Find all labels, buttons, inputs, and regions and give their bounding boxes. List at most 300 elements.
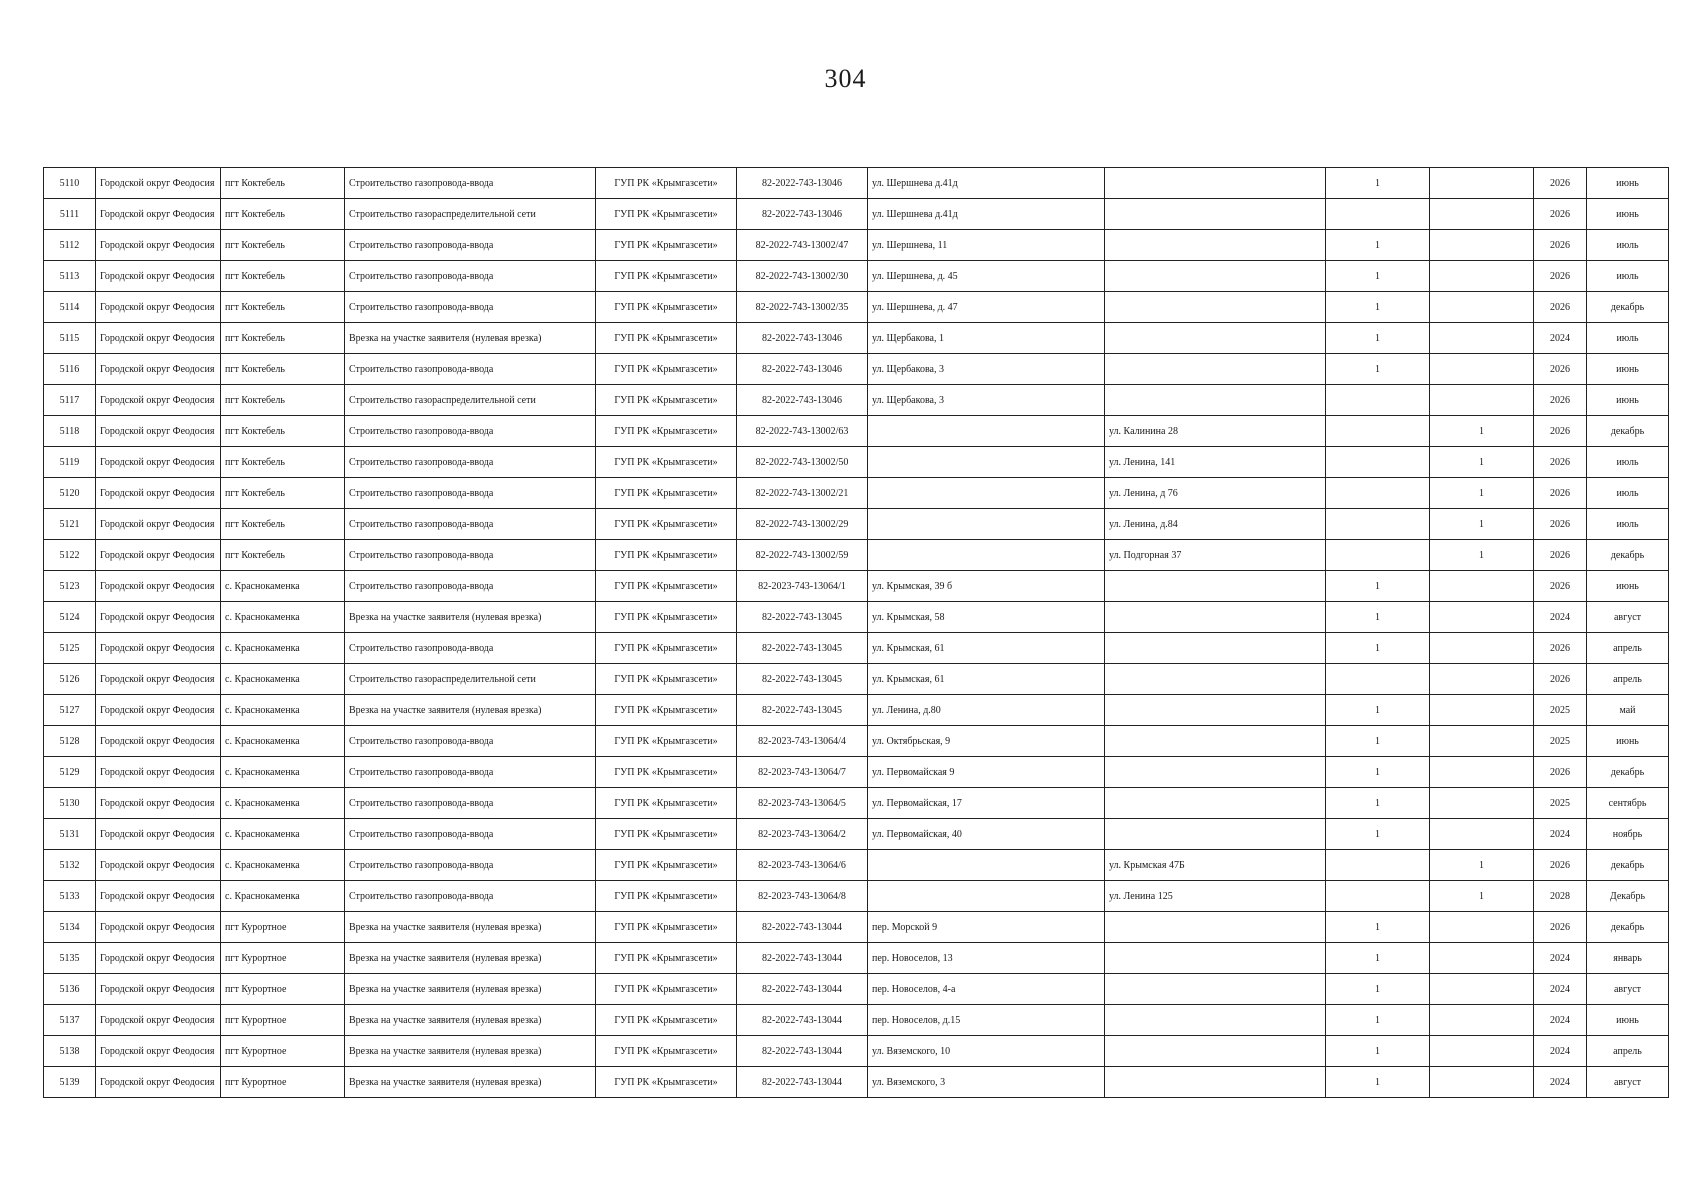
count-cell: 1: [1326, 1005, 1430, 1036]
application-number-cell: 82-2022-743-13002/30: [737, 261, 868, 292]
month-cell: январь: [1587, 943, 1669, 974]
row-number: 5121: [44, 509, 96, 540]
address-cell: ул. Ленина, д.80: [868, 695, 1105, 726]
table-row: [44, 354, 1669, 385]
count-cell: 1: [1326, 354, 1430, 385]
settlement-cell: с. Краснокаменка: [221, 726, 345, 757]
count-alt-cell: 1: [1430, 447, 1534, 478]
work-type-cell: Строительство газопровода-ввода: [345, 726, 596, 757]
year-cell: 2025: [1534, 726, 1587, 757]
table-row: [44, 230, 1669, 261]
count-cell: [1326, 416, 1430, 447]
organization-cell: ГУП РК «Крымгазсети»: [596, 757, 737, 788]
address-cell: ул. Щербакова, 1: [868, 323, 1105, 354]
work-type-cell: Строительство газопровода-ввода: [345, 261, 596, 292]
settlement-cell: с. Краснокаменка: [221, 819, 345, 850]
address-cell: ул. Шершнева, 11: [868, 230, 1105, 261]
organization-cell: ГУП РК «Крымгазсети»: [596, 943, 737, 974]
organization-cell: ГУП РК «Крымгазсети»: [596, 974, 737, 1005]
address-alt-cell: [1105, 230, 1326, 261]
row-number: 5123: [44, 571, 96, 602]
count-alt-cell: [1430, 757, 1534, 788]
row-number: 5114: [44, 292, 96, 323]
address-alt-cell: ул. Ленина, 141: [1105, 447, 1326, 478]
application-number-cell: 82-2022-743-13046: [737, 323, 868, 354]
settlement-cell: с. Краснокаменка: [221, 788, 345, 819]
settlement-cell: пгт Коктебель: [221, 416, 345, 447]
row-number: 5127: [44, 695, 96, 726]
organization-cell: ГУП РК «Крымгазсети»: [596, 1036, 737, 1067]
month-cell: июнь: [1587, 385, 1669, 416]
registry-table-body: [44, 168, 1669, 1098]
count-cell: 1: [1326, 1036, 1430, 1067]
district-cell: Городской округ Феодосия: [96, 292, 221, 323]
application-number-cell: 82-2022-743-13002/21: [737, 478, 868, 509]
address-cell: ул. Крымская, 61: [868, 664, 1105, 695]
count-alt-cell: [1430, 726, 1534, 757]
district-cell: Городской округ Феодосия: [96, 540, 221, 571]
address-alt-cell: [1105, 726, 1326, 757]
district-cell: Городской округ Феодосия: [96, 974, 221, 1005]
row-number: 5132: [44, 850, 96, 881]
month-cell: апрель: [1587, 633, 1669, 664]
application-number-cell: 82-2022-743-13002/63: [737, 416, 868, 447]
address-alt-cell: [1105, 788, 1326, 819]
application-number-cell: 82-2022-743-13002/47: [737, 230, 868, 261]
address-alt-cell: ул. Крымская 47Б: [1105, 850, 1326, 881]
row-number: 5131: [44, 819, 96, 850]
settlement-cell: пгт Коктебель: [221, 199, 345, 230]
settlement-cell: с. Краснокаменка: [221, 695, 345, 726]
address-alt-cell: ул. Подгорная 37: [1105, 540, 1326, 571]
count-alt-cell: 1: [1430, 540, 1534, 571]
count-alt-cell: [1430, 1005, 1534, 1036]
district-cell: Городской округ Феодосия: [96, 819, 221, 850]
settlement-cell: с. Краснокаменка: [221, 571, 345, 602]
table-row: [44, 664, 1669, 695]
work-type-cell: Строительство газопровода-ввода: [345, 447, 596, 478]
count-alt-cell: [1430, 1067, 1534, 1098]
district-cell: Городской округ Феодосия: [96, 788, 221, 819]
address-cell: ул. Крымская, 58: [868, 602, 1105, 633]
row-number: 5117: [44, 385, 96, 416]
address-alt-cell: ул. Ленина, д 76: [1105, 478, 1326, 509]
application-number-cell: 82-2023-743-13064/5: [737, 788, 868, 819]
count-alt-cell: [1430, 633, 1534, 664]
address-cell: [868, 509, 1105, 540]
table-row: [44, 850, 1669, 881]
settlement-cell: пгт Курортное: [221, 943, 345, 974]
month-cell: июнь: [1587, 199, 1669, 230]
table-row: [44, 881, 1669, 912]
application-number-cell: 82-2022-743-13044: [737, 1067, 868, 1098]
district-cell: Городской округ Феодосия: [96, 602, 221, 633]
district-cell: Городской округ Феодосия: [96, 354, 221, 385]
organization-cell: ГУП РК «Крымгазсети»: [596, 664, 737, 695]
application-number-cell: 82-2022-743-13046: [737, 385, 868, 416]
application-number-cell: 82-2022-743-13045: [737, 602, 868, 633]
table-row: [44, 819, 1669, 850]
application-number-cell: 82-2023-743-13064/8: [737, 881, 868, 912]
district-cell: Городской округ Феодосия: [96, 943, 221, 974]
work-type-cell: Врезка на участке заявителя (нулевая врезка): [345, 1005, 596, 1036]
count-alt-cell: 1: [1430, 478, 1534, 509]
row-number: 5133: [44, 881, 96, 912]
count-cell: 1: [1326, 633, 1430, 664]
settlement-cell: с. Краснокаменка: [221, 757, 345, 788]
month-cell: апрель: [1587, 1036, 1669, 1067]
count-cell: [1326, 540, 1430, 571]
table-row: [44, 788, 1669, 819]
address-cell: ул. Крымская, 61: [868, 633, 1105, 664]
month-cell: июль: [1587, 323, 1669, 354]
month-cell: июнь: [1587, 571, 1669, 602]
application-number-cell: 82-2023-743-13064/4: [737, 726, 868, 757]
year-cell: 2026: [1534, 540, 1587, 571]
address-alt-cell: ул. Ленина 125: [1105, 881, 1326, 912]
work-type-cell: Строительство газопровода-ввода: [345, 416, 596, 447]
settlement-cell: с. Краснокаменка: [221, 602, 345, 633]
count-alt-cell: [1430, 695, 1534, 726]
district-cell: Городской округ Феодосия: [96, 912, 221, 943]
month-cell: апрель: [1587, 664, 1669, 695]
work-type-cell: Строительство газопровода-ввода: [345, 881, 596, 912]
address-alt-cell: [1105, 1067, 1326, 1098]
work-type-cell: Строительство газопровода-ввода: [345, 168, 596, 199]
settlement-cell: с. Краснокаменка: [221, 664, 345, 695]
address-alt-cell: [1105, 571, 1326, 602]
table-row: [44, 1067, 1669, 1098]
table-row: [44, 571, 1669, 602]
application-number-cell: 82-2022-743-13044: [737, 974, 868, 1005]
year-cell: 2024: [1534, 1036, 1587, 1067]
application-number-cell: 82-2022-743-13044: [737, 1005, 868, 1036]
address-alt-cell: [1105, 385, 1326, 416]
address-alt-cell: [1105, 974, 1326, 1005]
address-alt-cell: [1105, 1005, 1326, 1036]
row-number: 5130: [44, 788, 96, 819]
month-cell: декабрь: [1587, 757, 1669, 788]
application-number-cell: 82-2022-743-13044: [737, 943, 868, 974]
settlement-cell: пгт Коктебель: [221, 540, 345, 571]
count-cell: 1: [1326, 261, 1430, 292]
work-type-cell: Врезка на участке заявителя (нулевая врезка): [345, 1067, 596, 1098]
district-cell: Городской округ Феодосия: [96, 509, 221, 540]
row-number: 5126: [44, 664, 96, 695]
table-row: [44, 447, 1669, 478]
row-number: 5129: [44, 757, 96, 788]
row-number: 5113: [44, 261, 96, 292]
district-cell: Городской округ Феодосия: [96, 633, 221, 664]
application-number-cell: 82-2023-743-13064/2: [737, 819, 868, 850]
row-number: 5134: [44, 912, 96, 943]
table-row: [44, 261, 1669, 292]
year-cell: 2026: [1534, 912, 1587, 943]
work-type-cell: Врезка на участке заявителя (нулевая врезка): [345, 1036, 596, 1067]
address-cell: пер. Новоселов, д.15: [868, 1005, 1105, 1036]
organization-cell: ГУП РК «Крымгазсети»: [596, 1005, 737, 1036]
address-cell: ул. Шершнева д.41д: [868, 199, 1105, 230]
settlement-cell: с. Краснокаменка: [221, 850, 345, 881]
month-cell: август: [1587, 1067, 1669, 1098]
organization-cell: ГУП РК «Крымгазсети»: [596, 633, 737, 664]
month-cell: Декабрь: [1587, 881, 1669, 912]
organization-cell: ГУП РК «Крымгазсети»: [596, 1067, 737, 1098]
work-type-cell: Строительство газопровода-ввода: [345, 788, 596, 819]
address-cell: ул. Щербакова, 3: [868, 354, 1105, 385]
month-cell: июнь: [1587, 1005, 1669, 1036]
table-row: [44, 943, 1669, 974]
application-number-cell: 82-2022-743-13046: [737, 354, 868, 385]
count-cell: 1: [1326, 912, 1430, 943]
month-cell: декабрь: [1587, 850, 1669, 881]
year-cell: 2026: [1534, 199, 1587, 230]
address-cell: ул. Первомайская, 17: [868, 788, 1105, 819]
year-cell: 2026: [1534, 230, 1587, 261]
count-cell: 1: [1326, 819, 1430, 850]
organization-cell: ГУП РК «Крымгазсети»: [596, 540, 737, 571]
row-number: 5122: [44, 540, 96, 571]
row-number: 5115: [44, 323, 96, 354]
address-alt-cell: [1105, 1036, 1326, 1067]
district-cell: Городской округ Феодосия: [96, 385, 221, 416]
address-cell: ул. Октябрьская, 9: [868, 726, 1105, 757]
year-cell: 2024: [1534, 323, 1587, 354]
settlement-cell: пгт Курортное: [221, 1005, 345, 1036]
address-alt-cell: [1105, 292, 1326, 323]
application-number-cell: 82-2022-743-13045: [737, 633, 868, 664]
count-cell: [1326, 447, 1430, 478]
district-cell: Городской округ Феодосия: [96, 664, 221, 695]
count-cell: [1326, 664, 1430, 695]
work-type-cell: Врезка на участке заявителя (нулевая врезка): [345, 602, 596, 633]
work-type-cell: Строительство газопровода-ввода: [345, 230, 596, 261]
address-alt-cell: ул. Ленина, д.84: [1105, 509, 1326, 540]
row-number: 5139: [44, 1067, 96, 1098]
address-cell: [868, 416, 1105, 447]
count-alt-cell: [1430, 230, 1534, 261]
district-cell: Городской округ Феодосия: [96, 323, 221, 354]
application-number-cell: 82-2022-743-13046: [737, 199, 868, 230]
count-cell: [1326, 385, 1430, 416]
row-number: 5120: [44, 478, 96, 509]
organization-cell: ГУП РК «Крымгазсети»: [596, 354, 737, 385]
count-cell: 1: [1326, 230, 1430, 261]
application-number-cell: 82-2022-743-13044: [737, 1036, 868, 1067]
application-number-cell: 82-2022-743-13046: [737, 168, 868, 199]
district-cell: Городской округ Феодосия: [96, 447, 221, 478]
month-cell: декабрь: [1587, 416, 1669, 447]
organization-cell: ГУП РК «Крымгазсети»: [596, 416, 737, 447]
address-cell: ул. Щербакова, 3: [868, 385, 1105, 416]
month-cell: июнь: [1587, 168, 1669, 199]
address-alt-cell: [1105, 199, 1326, 230]
organization-cell: ГУП РК «Крымгазсети»: [596, 850, 737, 881]
year-cell: 2026: [1534, 447, 1587, 478]
row-number: 5118: [44, 416, 96, 447]
work-type-cell: Врезка на участке заявителя (нулевая врезка): [345, 943, 596, 974]
count-cell: 1: [1326, 323, 1430, 354]
district-cell: Городской округ Феодосия: [96, 1067, 221, 1098]
work-type-cell: Врезка на участке заявителя (нулевая врезка): [345, 695, 596, 726]
organization-cell: ГУП РК «Крымгазсети»: [596, 571, 737, 602]
page-number: 304: [824, 64, 867, 93]
address-alt-cell: [1105, 261, 1326, 292]
district-cell: Городской округ Феодосия: [96, 881, 221, 912]
year-cell: 2026: [1534, 478, 1587, 509]
address-cell: [868, 881, 1105, 912]
year-cell: 2026: [1534, 664, 1587, 695]
year-cell: 2025: [1534, 788, 1587, 819]
count-alt-cell: [1430, 261, 1534, 292]
address-alt-cell: [1105, 602, 1326, 633]
application-number-cell: 82-2022-743-13045: [737, 695, 868, 726]
count-cell: 1: [1326, 571, 1430, 602]
row-number: 5112: [44, 230, 96, 261]
year-cell: 2026: [1534, 509, 1587, 540]
month-cell: август: [1587, 602, 1669, 633]
work-type-cell: Строительство газопровода-ввода: [345, 819, 596, 850]
organization-cell: ГУП РК «Крымгазсети»: [596, 695, 737, 726]
address-cell: ул. Вяземского, 3: [868, 1067, 1105, 1098]
table-row: [44, 757, 1669, 788]
count-cell: 1: [1326, 168, 1430, 199]
year-cell: 2026: [1534, 850, 1587, 881]
address-alt-cell: [1105, 912, 1326, 943]
address-alt-cell: [1105, 168, 1326, 199]
district-cell: Городской округ Феодосия: [96, 1005, 221, 1036]
settlement-cell: пгт Коктебель: [221, 509, 345, 540]
district-cell: Городской округ Феодосия: [96, 478, 221, 509]
row-number: 5135: [44, 943, 96, 974]
work-type-cell: Строительство газопровода-ввода: [345, 354, 596, 385]
registry-table: [43, 167, 1669, 1098]
organization-cell: ГУП РК «Крымгазсети»: [596, 726, 737, 757]
address-cell: ул. Первомайская 9: [868, 757, 1105, 788]
month-cell: ноябрь: [1587, 819, 1669, 850]
table-row: [44, 726, 1669, 757]
address-alt-cell: [1105, 323, 1326, 354]
work-type-cell: Строительство газопровода-ввода: [345, 571, 596, 602]
settlement-cell: пгт Коктебель: [221, 168, 345, 199]
row-number: 5111: [44, 199, 96, 230]
address-cell: ул. Вяземского, 10: [868, 1036, 1105, 1067]
year-cell: 2026: [1534, 416, 1587, 447]
application-number-cell: 82-2022-743-13002/29: [737, 509, 868, 540]
table-row: [44, 602, 1669, 633]
count-cell: 1: [1326, 974, 1430, 1005]
application-number-cell: 82-2023-743-13064/1: [737, 571, 868, 602]
row-number: 5128: [44, 726, 96, 757]
year-cell: 2026: [1534, 354, 1587, 385]
organization-cell: ГУП РК «Крымгазсети»: [596, 602, 737, 633]
table-row: [44, 509, 1669, 540]
settlement-cell: пгт Курортное: [221, 974, 345, 1005]
organization-cell: ГУП РК «Крымгазсети»: [596, 323, 737, 354]
table-row: [44, 199, 1669, 230]
row-number: 5110: [44, 168, 96, 199]
year-cell: 2026: [1534, 385, 1587, 416]
row-number: 5136: [44, 974, 96, 1005]
count-alt-cell: [1430, 323, 1534, 354]
row-number: 5125: [44, 633, 96, 664]
work-type-cell: Врезка на участке заявителя (нулевая врезка): [345, 912, 596, 943]
address-alt-cell: [1105, 354, 1326, 385]
month-cell: июль: [1587, 230, 1669, 261]
address-alt-cell: [1105, 757, 1326, 788]
address-alt-cell: [1105, 943, 1326, 974]
application-number-cell: 82-2023-743-13064/7: [737, 757, 868, 788]
organization-cell: ГУП РК «Крымгазсети»: [596, 230, 737, 261]
month-cell: июнь: [1587, 726, 1669, 757]
district-cell: Городской округ Феодосия: [96, 261, 221, 292]
table-row: [44, 540, 1669, 571]
count-cell: [1326, 199, 1430, 230]
work-type-cell: Строительство газопровода-ввода: [345, 633, 596, 664]
organization-cell: ГУП РК «Крымгазсети»: [596, 478, 737, 509]
settlement-cell: с. Краснокаменка: [221, 881, 345, 912]
count-alt-cell: [1430, 819, 1534, 850]
settlement-cell: пгт Коктебель: [221, 323, 345, 354]
application-number-cell: 82-2023-743-13064/6: [737, 850, 868, 881]
address-cell: [868, 540, 1105, 571]
district-cell: Городской округ Феодосия: [96, 726, 221, 757]
row-number: 5119: [44, 447, 96, 478]
count-alt-cell: [1430, 292, 1534, 323]
address-cell: пер. Морской 9: [868, 912, 1105, 943]
settlement-cell: пгт Коктебель: [221, 354, 345, 385]
table-row: [44, 168, 1669, 199]
count-cell: [1326, 478, 1430, 509]
organization-cell: ГУП РК «Крымгазсети»: [596, 261, 737, 292]
table-row: [44, 323, 1669, 354]
count-cell: [1326, 509, 1430, 540]
year-cell: 2026: [1534, 261, 1587, 292]
table-row: [44, 695, 1669, 726]
settlement-cell: пгт Коктебель: [221, 478, 345, 509]
count-cell: 1: [1326, 726, 1430, 757]
row-number: 5137: [44, 1005, 96, 1036]
month-cell: сентябрь: [1587, 788, 1669, 819]
organization-cell: ГУП РК «Крымгазсети»: [596, 385, 737, 416]
work-type-cell: Строительство газопровода-ввода: [345, 540, 596, 571]
settlement-cell: с. Краснокаменка: [221, 633, 345, 664]
application-number-cell: 82-2022-743-13002/35: [737, 292, 868, 323]
table-row: [44, 292, 1669, 323]
table-row: [44, 385, 1669, 416]
work-type-cell: Строительство газопровода-ввода: [345, 292, 596, 323]
table-row: [44, 478, 1669, 509]
year-cell: 2026: [1534, 571, 1587, 602]
address-cell: ул. Шершнева, д. 47: [868, 292, 1105, 323]
table-row: [44, 416, 1669, 447]
address-alt-cell: [1105, 819, 1326, 850]
organization-cell: ГУП РК «Крымгазсети»: [596, 912, 737, 943]
organization-cell: ГУП РК «Крымгазсети»: [596, 199, 737, 230]
district-cell: Городской округ Феодосия: [96, 199, 221, 230]
district-cell: Городской округ Феодосия: [96, 1036, 221, 1067]
count-cell: 1: [1326, 757, 1430, 788]
settlement-cell: пгт Коктебель: [221, 385, 345, 416]
work-type-cell: Строительство газораспределительной сети: [345, 385, 596, 416]
year-cell: 2025: [1534, 695, 1587, 726]
table-row: [44, 1005, 1669, 1036]
count-cell: 1: [1326, 292, 1430, 323]
row-number: 5116: [44, 354, 96, 385]
work-type-cell: Строительство газопровода-ввода: [345, 757, 596, 788]
month-cell: июль: [1587, 478, 1669, 509]
month-cell: июнь: [1587, 354, 1669, 385]
